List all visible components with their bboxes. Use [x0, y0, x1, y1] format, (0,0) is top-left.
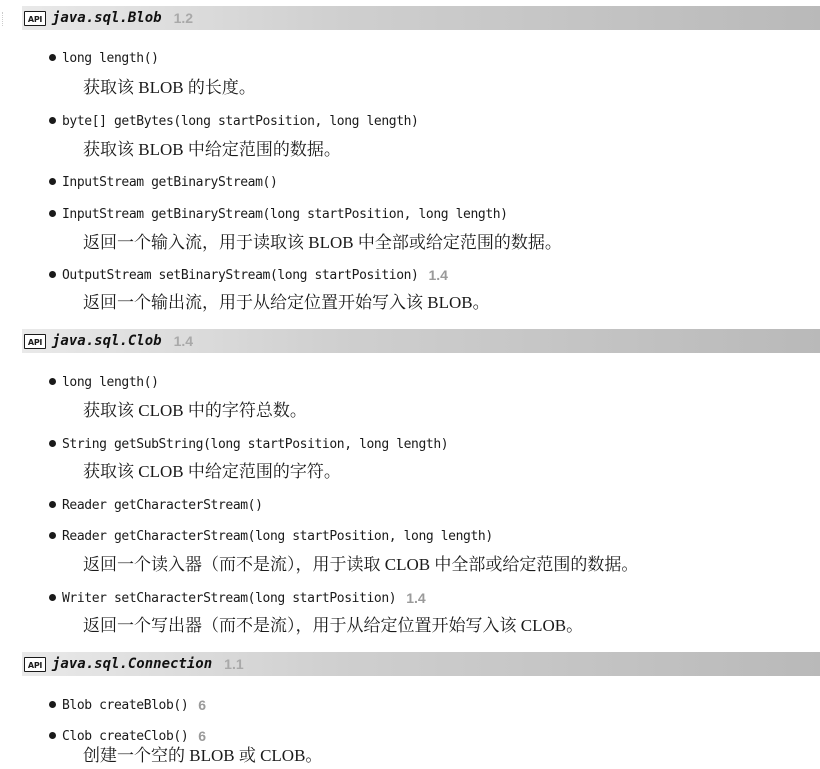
bullet-icon — [49, 532, 56, 539]
method-version: 1.4 — [406, 590, 426, 606]
method-item — [62, 526, 493, 546]
method-version: 1.4 — [428, 267, 448, 283]
method-description: 获取该 CLOB 中给定范围的字符。 — [83, 462, 341, 481]
method-item — [62, 111, 418, 131]
bullet-icon — [49, 732, 56, 739]
bullet-icon — [49, 440, 56, 447]
method-description: 获取该 CLOB 中的字符总数。 — [83, 401, 307, 420]
method-description: 返回一个输入流，用于读取该 BLOB 中全部或给定范围的数据。 — [83, 233, 562, 252]
method-signature: Reader getCharacterStream(long startPosition, long length) — [62, 528, 493, 544]
method-signature: Clob createClob() — [62, 728, 189, 744]
method-item — [62, 48, 159, 68]
api-badge-icon: API — [24, 11, 46, 26]
method-item — [62, 265, 448, 285]
method-description: 获取该 BLOB 的长度。 — [83, 78, 256, 97]
method-version: 6 — [198, 697, 207, 713]
method-description: 返回一个输出流，用于从给定位置开始写入该 BLOB。 — [83, 293, 490, 312]
bullet-icon — [49, 178, 56, 185]
bullet-icon — [49, 54, 56, 61]
method-item — [62, 172, 277, 192]
method-description: 获取该 BLOB 中给定范围的数据。 — [83, 140, 341, 159]
margin-mark — [2, 12, 13, 26]
api-class-version: 1.2 — [173, 10, 194, 26]
bullet-icon — [49, 378, 56, 385]
bullet-icon — [49, 701, 56, 708]
api-class-version: 1.1 — [224, 656, 244, 672]
method-item — [62, 204, 508, 224]
method-signature: String getSubString(long startPosition, long length) — [62, 436, 449, 452]
api-badge-icon: API — [24, 334, 46, 349]
api-class-name: java.sql.Clob — [52, 333, 162, 349]
method-signature: long length() — [62, 50, 159, 66]
method-item — [62, 695, 206, 715]
bullet-icon — [49, 117, 56, 124]
method-signature: Blob createBlob() — [62, 697, 189, 713]
method-signature: byte[] getBytes(long startPosition, long length) — [62, 113, 419, 129]
api-header-clob — [22, 329, 820, 353]
bullet-icon — [49, 271, 56, 278]
method-signature: InputStream getBinaryStream(long startPosition, long length) — [62, 206, 508, 222]
api-header-blob — [22, 6, 820, 30]
method-version: 6 — [198, 728, 207, 744]
method-description: 返回一个读入器（而不是流），用于读取 CLOB 中全部或给定范围的数据。 — [83, 555, 639, 574]
method-signature: Writer setCharacterStream(long startPosition) — [62, 590, 397, 606]
api-class-name: java.sql.Blob — [52, 10, 162, 26]
method-description: 返回一个写出器（而不是流），用于从给定位置开始写入该 CLOB。 — [83, 616, 584, 635]
method-item — [62, 588, 426, 608]
bullet-icon — [49, 594, 56, 601]
api-badge-icon: API — [24, 657, 46, 672]
method-signature: Reader getCharacterStream() — [62, 497, 263, 513]
method-item — [62, 372, 159, 392]
method-item — [62, 495, 263, 515]
bullet-icon — [49, 501, 56, 508]
api-class-version: 1.4 — [173, 333, 194, 349]
method-signature: InputStream getBinaryStream() — [62, 174, 278, 190]
method-description: 创建一个空的 BLOB 或 CLOB。 — [83, 746, 323, 765]
method-item — [62, 434, 448, 454]
method-signature: OutputStream setBinaryStream(long startPosition) — [62, 267, 419, 283]
bullet-icon — [49, 210, 56, 217]
api-header-connection — [22, 652, 820, 676]
method-item — [62, 726, 206, 746]
method-signature: long length() — [62, 374, 159, 390]
api-class-name: java.sql.Connection — [52, 656, 213, 672]
